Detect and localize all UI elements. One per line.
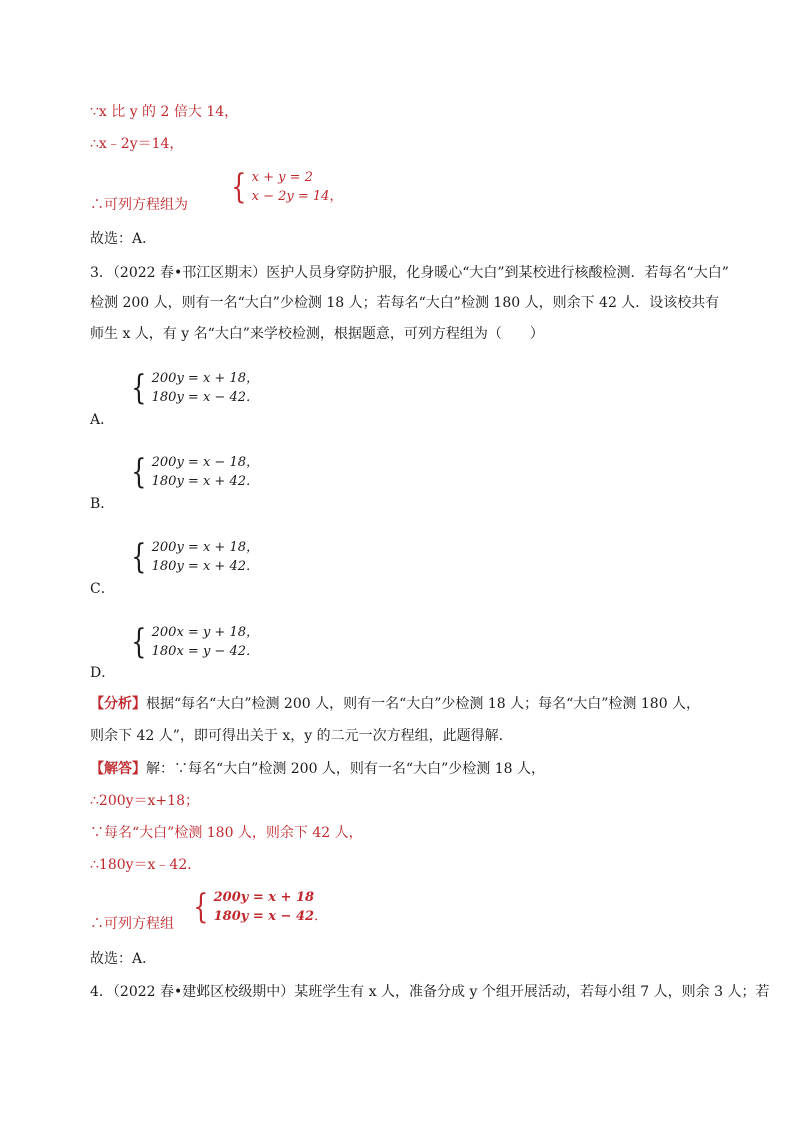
solution-system-prefix: ∴可列方程组 (90, 916, 174, 932)
brace-symbol: { (131, 622, 147, 662)
option-d-eq2: 180x = y − 42． (151, 644, 259, 659)
solution-line1 (90, 759, 545, 779)
solution-line4: ∴180y＝x﹣42． (90, 857, 202, 873)
prev-solution-line2: ∴x﹣2y＝14， (90, 136, 184, 152)
q3-line3: 师生 x 人，有 y 名“大白”来学校检测，根据题意，可列方程组为（ ） (90, 326, 544, 342)
option-c-label: C． (90, 581, 115, 597)
q4-line1: 4．（2022 春•建邺区校级期中）某班学生有 x 人，准备分成 y 个组开展活动，若每小组 7 人，则余 3 人；若 (90, 984, 770, 1000)
solution-text1: 解：∵每名“大白”检测 200 人，则有一名“大白”少检测 18 人， (146, 761, 545, 777)
option-b-eq1: 200y = x − 18， (151, 455, 259, 470)
option-d-eq1: 200x = y + 18， (151, 625, 259, 640)
prev-equation-system (228, 168, 342, 206)
option-a-label: A． (90, 412, 115, 428)
analysis-tag: 【分析】 (90, 696, 146, 712)
prev-system-eq1: x + y = 2 (251, 170, 313, 185)
solution-line2: ∴200y＝x+18； (90, 793, 199, 809)
brace-symbol: { (131, 537, 147, 577)
solution-equation-system (190, 888, 327, 926)
analysis-line1 (90, 694, 700, 714)
option-d-label: D． (90, 665, 116, 681)
prev-solution-line1: ∵x 比 y 的 2 倍大 14， (90, 104, 239, 120)
option-c-eq1: 200y = x + 18， (151, 540, 259, 555)
solution-tag: 【解答】 (90, 761, 146, 777)
prev-answer: 故选：A． (90, 231, 157, 247)
solution-line3: ∵每名“大白”检测 180 人，则余下 42 人， (90, 825, 363, 841)
option-b-system (128, 453, 259, 491)
option-c-eq2: 180y = x + 42． (151, 559, 259, 574)
option-d-system (128, 623, 259, 661)
analysis-text1: 根据“每名“大白”检测 200 人，则有一名“大白”少检测 18 人；每名“大白”检测 180 人， (146, 696, 701, 712)
q3-line2: 检测 200 人，则有一名“大白”少检测 18 人；若每名“大白”检测 180 人，则余下 42 人．设该校共有 (90, 295, 720, 311)
solution-system-eq2: 180y = x − 42 (213, 909, 315, 924)
q3-line1: 3．（2022 春•邗江区期末）医护人员身穿防护服，化身暖心“大白”到某校进行核酸检测．若每名“大白” (90, 265, 729, 281)
option-b-label: B． (90, 496, 115, 512)
brace-symbol: { (193, 887, 209, 927)
analysis-line2: 则余下 42 人”，即可得出关于 x，y 的二元一次方程组，此题得解． (90, 728, 513, 744)
option-a-eq2: 180y = x − 42． (151, 390, 259, 405)
prev-system-suffix: ， (329, 188, 343, 204)
option-c-system (128, 538, 259, 576)
option-b-eq2: 180y = x + 42． (151, 474, 259, 489)
brace-symbol: { (231, 167, 247, 207)
solution-answer: 故选：A． (90, 951, 157, 967)
prev-system-eq2: x − 2y = 14 (251, 189, 330, 204)
prev-system-prefix: ∴可列方程组为 (90, 197, 188, 213)
brace-symbol: { (131, 368, 147, 408)
option-a-eq1: 200y = x + 18， (151, 371, 259, 386)
brace-symbol: { (131, 452, 147, 492)
option-a-system (128, 369, 259, 407)
solution-system-eq1: 200y = x + 18 (213, 890, 315, 905)
solution-system-suffix: ． (314, 908, 328, 924)
